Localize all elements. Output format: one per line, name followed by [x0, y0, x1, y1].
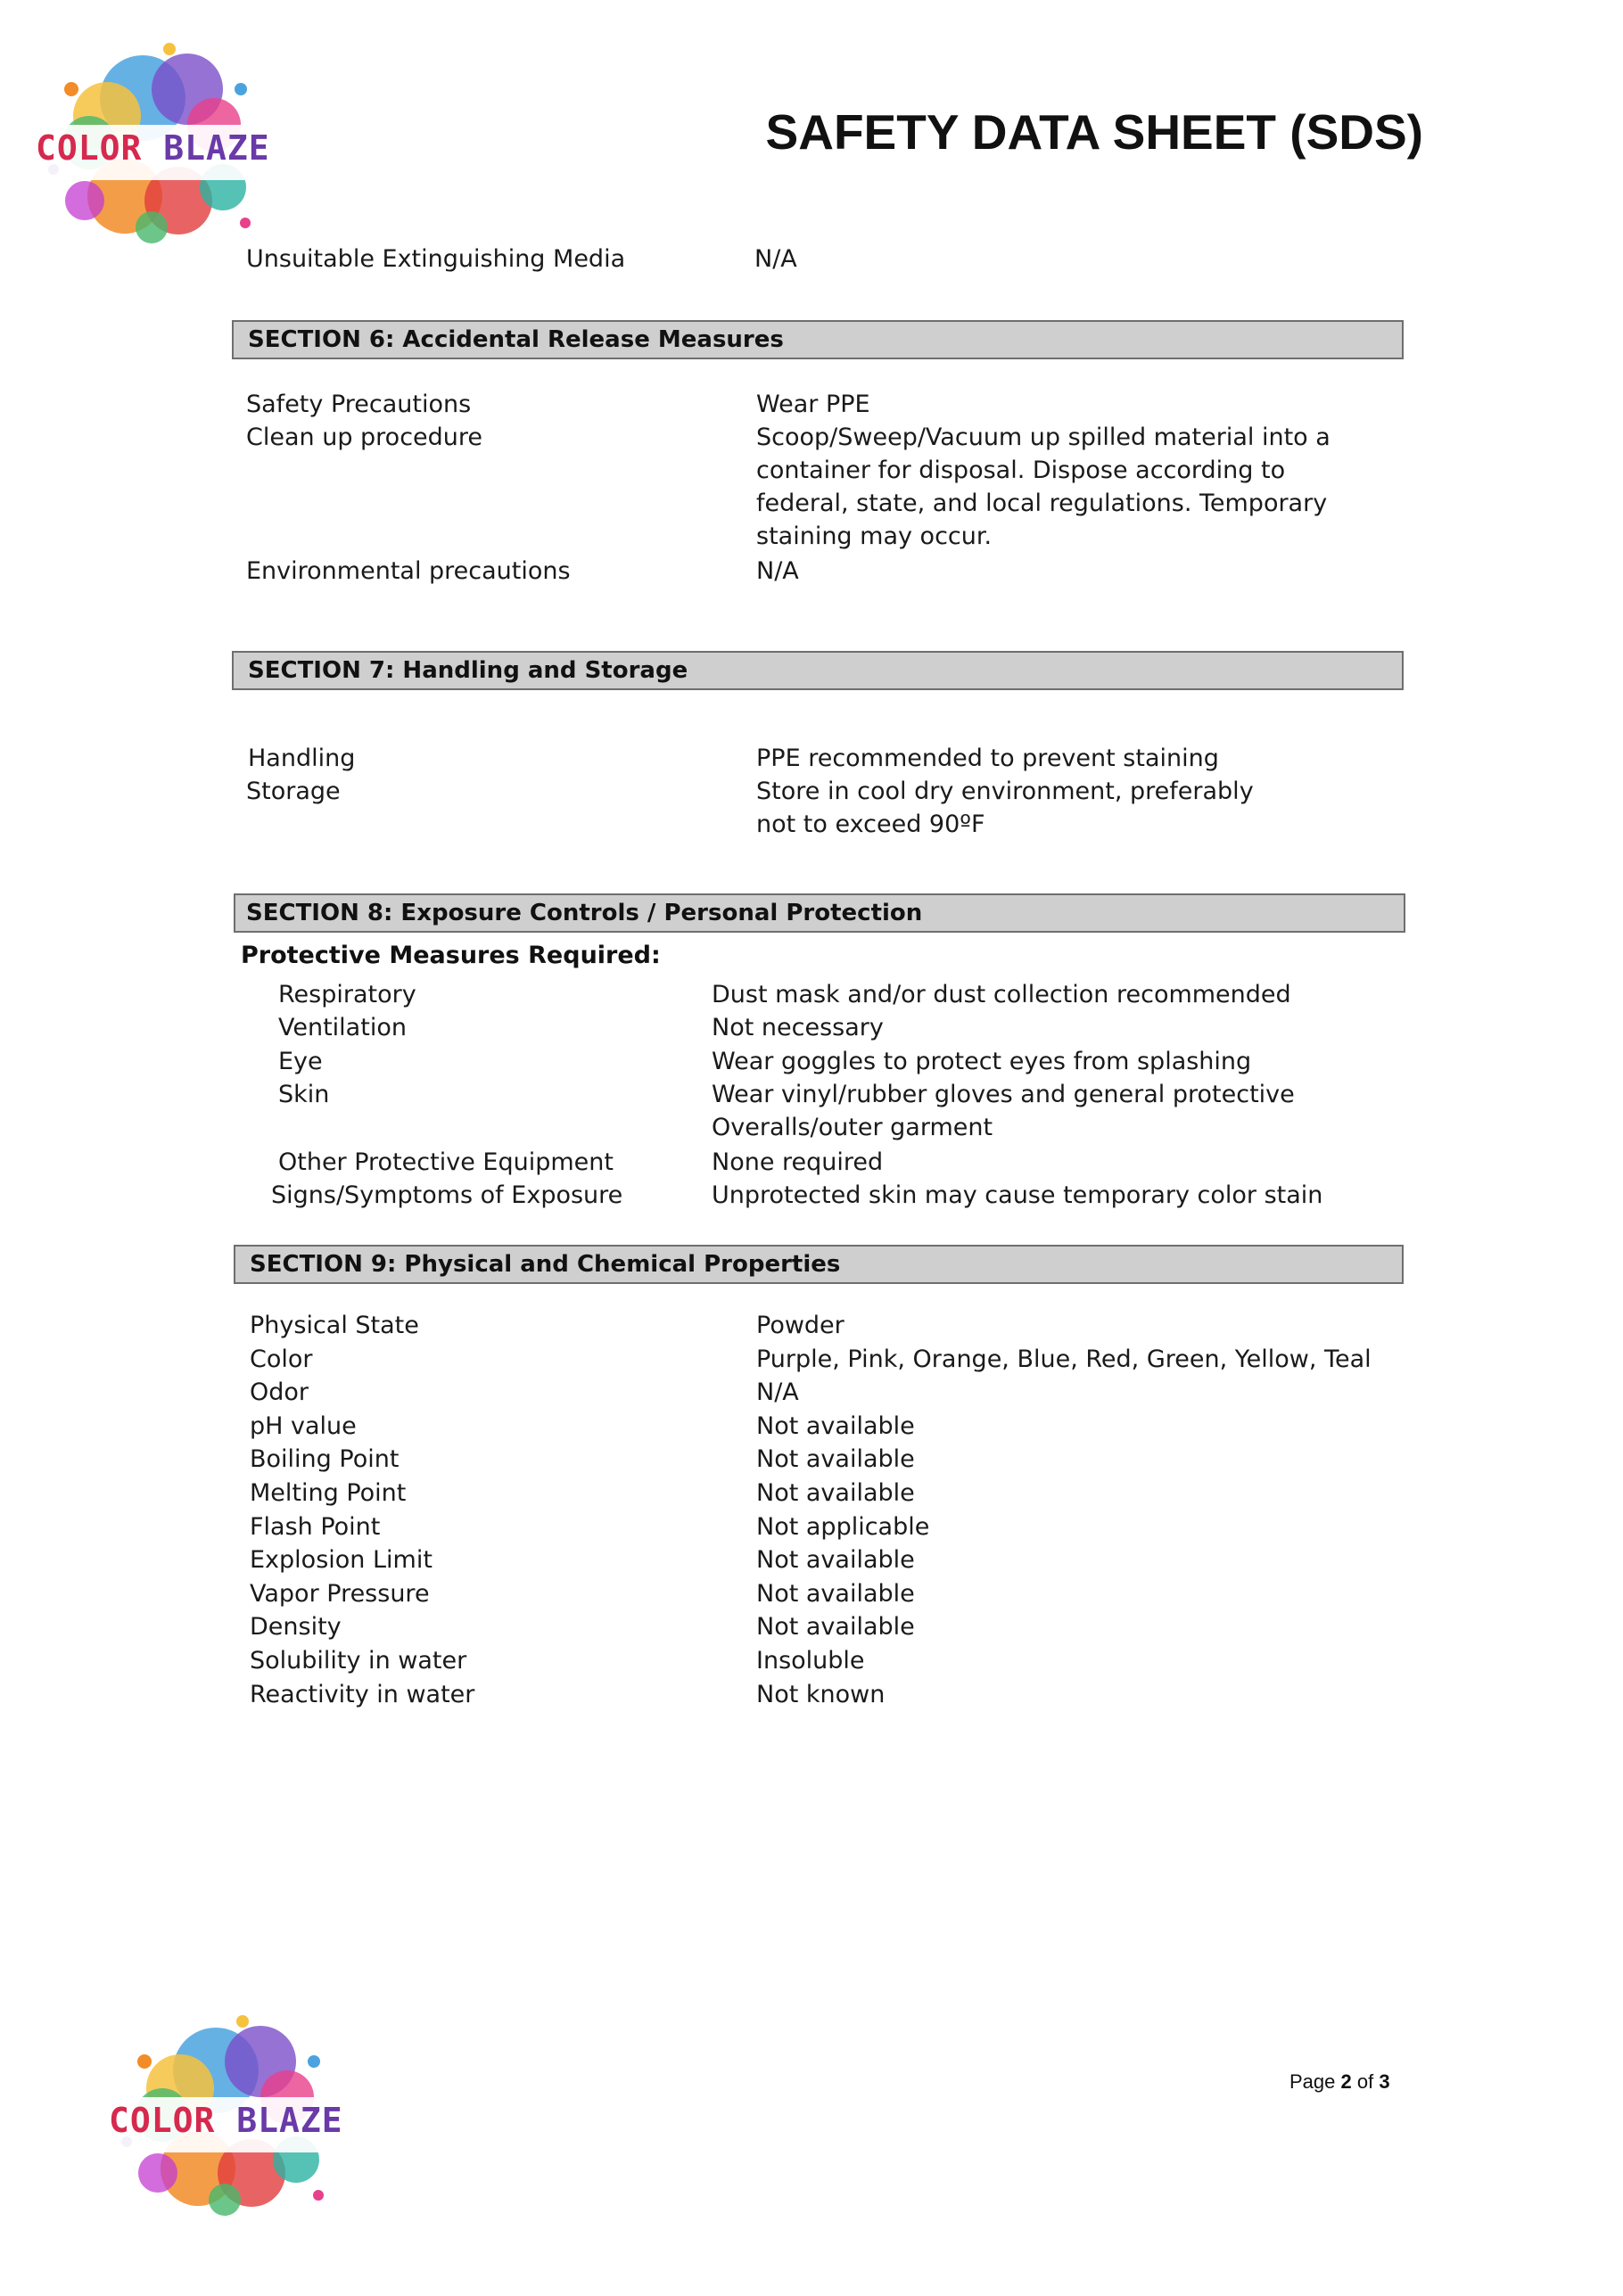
- skin-value-continued: Overalls/outer garment: [712, 1114, 993, 1141]
- ventilation-value: Not necessary: [712, 1014, 884, 1041]
- property-value: Not available: [756, 1580, 915, 1608]
- unsuitable-media-label: Unsuitable Extinguishing Media: [246, 245, 626, 273]
- unsuitable-media-value: N/A: [754, 245, 797, 273]
- property-label: Physical State: [250, 1312, 419, 1339]
- logo-word-blaze: BLAZE: [163, 128, 270, 168]
- section-6-header: SECTION 6: Accidental Release Measures: [232, 320, 1404, 359]
- safety-precautions-value: Wear PPE: [756, 391, 870, 418]
- signs-symptoms-label: Signs/Symptoms of Exposure: [271, 1181, 623, 1209]
- page-current: 2: [1340, 2070, 1352, 2093]
- signs-symptoms-value: Unprotected skin may cause temporary color stain: [712, 1181, 1323, 1209]
- property-value: Not applicable: [756, 1513, 930, 1541]
- document-title: SAFETY DATA SHEET (SDS): [765, 104, 1423, 160]
- logo-wordmark: [36, 128, 268, 168]
- ventilation-label: Ventilation: [278, 1014, 407, 1041]
- skin-value: Wear vinyl/rubber gloves and general protective: [712, 1081, 1295, 1108]
- protective-measures-heading: Protective Measures Required:: [241, 942, 661, 969]
- property-value: Not known: [756, 1681, 886, 1708]
- property-label: pH value: [250, 1412, 357, 1440]
- logo-wordmark: [109, 2101, 341, 2140]
- property-value: Not available: [756, 1445, 915, 1473]
- skin-label: Skin: [278, 1081, 330, 1108]
- property-label: Melting Point: [250, 1479, 407, 1507]
- brand-logo-bottom: [109, 2008, 341, 2222]
- section-7-header: SECTION 7: Handling and Storage: [232, 651, 1404, 690]
- respiratory-label: Respiratory: [278, 981, 416, 1008]
- property-label: Density: [250, 1613, 342, 1641]
- property-label: Color: [250, 1346, 313, 1373]
- environmental-precautions-label: Environmental precautions: [246, 557, 571, 585]
- logo-word-color: COLOR: [36, 128, 143, 168]
- section-8-header: SECTION 8: Exposure Controls / Personal Protection: [234, 893, 1405, 933]
- property-value: N/A: [756, 1378, 799, 1406]
- property-value: Not available: [756, 1412, 915, 1440]
- section-9-header: SECTION 9: Physical and Chemical Properties: [234, 1245, 1404, 1284]
- page-number: [1289, 2070, 1390, 2094]
- page-of: of: [1356, 2070, 1374, 2093]
- property-value: Powder: [756, 1312, 844, 1339]
- brand-logo-top: [36, 36, 268, 250]
- property-value: Purple, Pink, Orange, Blue, Red, Green, Yellow, Teal: [756, 1346, 1372, 1373]
- eye-label: Eye: [278, 1048, 323, 1075]
- storage-label: Storage: [246, 778, 341, 805]
- respiratory-value: Dust mask and/or dust collection recommended: [712, 981, 1291, 1008]
- property-value: Not available: [756, 1546, 915, 1574]
- safety-precautions-label: Safety Precautions: [246, 391, 472, 418]
- storage-value: Store in cool dry environment, preferably not to exceed 90ºF: [756, 778, 1254, 838]
- logo-word-color: COLOR: [109, 2101, 216, 2140]
- other-equipment-value: None required: [712, 1148, 884, 1176]
- handling-value: PPE recommended to prevent staining: [756, 745, 1219, 772]
- other-equipment-label: Other Protective Equipment: [278, 1148, 614, 1176]
- page-prefix: Page: [1289, 2070, 1336, 2093]
- page-total: 3: [1379, 2070, 1390, 2093]
- property-label: Boiling Point: [250, 1445, 400, 1473]
- eye-value: Wear goggles to protect eyes from splashing: [712, 1048, 1252, 1075]
- cleanup-procedure-value: Scoop/Sweep/Vacuum up spilled material into a container for disposal. Dispose according to federal, state, and local regulations. Temporary staining may occur.: [756, 424, 1331, 550]
- logo-word-blaze: BLAZE: [236, 2101, 343, 2140]
- property-label: Solubility in water: [250, 1647, 467, 1675]
- property-value: Not available: [756, 1613, 915, 1641]
- property-label: Odor: [250, 1378, 309, 1406]
- environmental-precautions-value: N/A: [756, 557, 799, 585]
- property-label: Explosion Limit: [250, 1546, 433, 1574]
- property-label: Vapor Pressure: [250, 1580, 430, 1608]
- property-value: Insoluble: [756, 1647, 865, 1675]
- property-value: Not available: [756, 1479, 915, 1507]
- cleanup-procedure-label: Clean up procedure: [246, 424, 483, 451]
- property-label: Flash Point: [250, 1513, 381, 1541]
- handling-label: Handling: [248, 745, 356, 772]
- property-label: Reactivity in water: [250, 1681, 475, 1708]
